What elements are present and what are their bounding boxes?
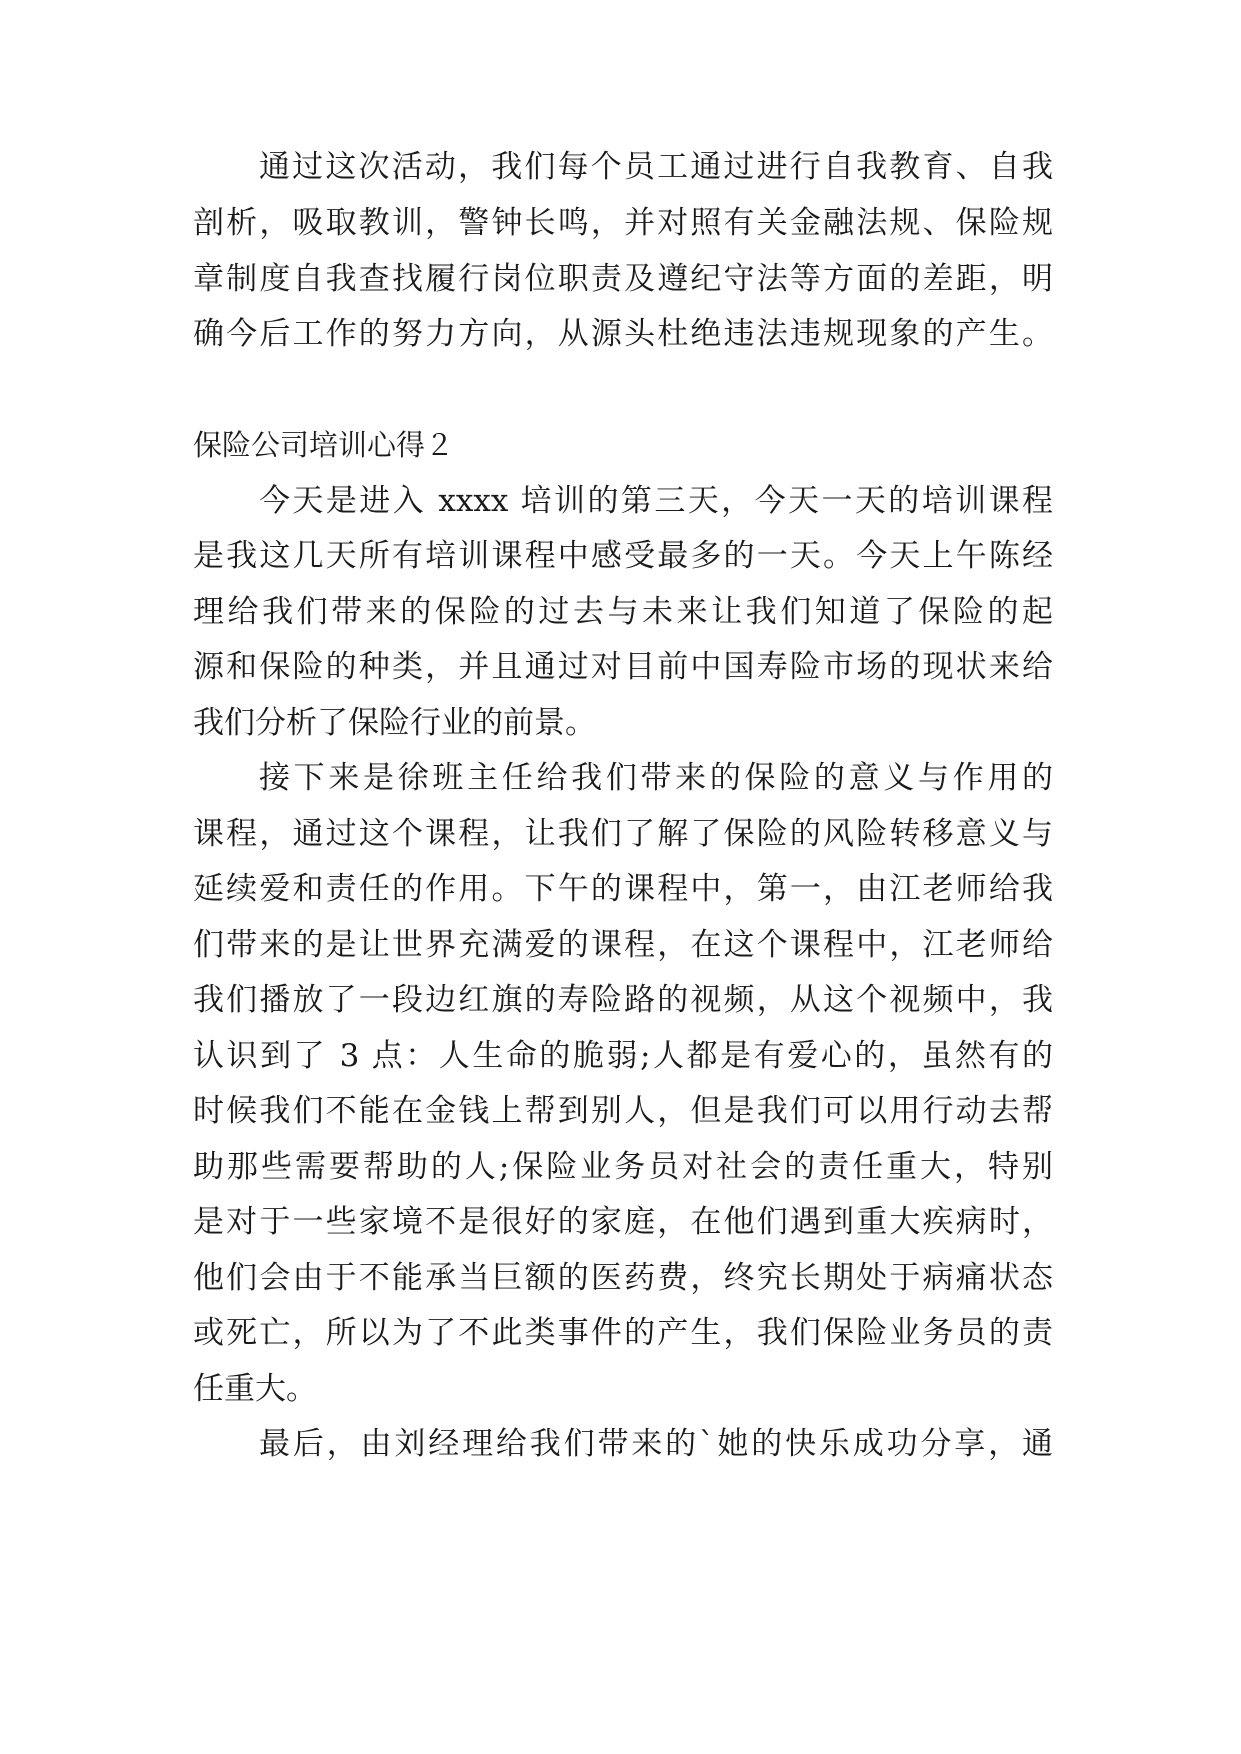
paragraph2-line-4: 源和保险的种类，并且通过对目前中国寿险市场的现状来给 bbox=[193, 649, 1053, 685]
paragraph3-line-11: 或死亡，所以为了不此类事件的产生，我们保险业务员的责 bbox=[193, 1315, 1053, 1351]
paragraph1-line-1: 通过这次活动，我们每个员工通过进行自我教育、自我 bbox=[259, 149, 1053, 185]
paragraph2-line-5: 我们分析了保险行业的前景。 bbox=[193, 705, 596, 741]
paragraph3-line-6: 认识到了 3 点：人生命的脆弱;人都是有爱心的，虽然有的 bbox=[193, 1038, 1053, 1074]
paragraph3-line-12: 任重大。 bbox=[193, 1371, 317, 1407]
paragraph3-line-8: 助那些需要帮助的人;保险业务员对社会的责任重大，特别 bbox=[193, 1149, 1053, 1185]
paragraph3-line-3: 延续爱和责任的作用。下午的课程中，第一，由江老师给我 bbox=[193, 871, 1053, 907]
paragraph3-line-7: 时候我们不能在金钱上帮到别人，但是我们可以用行动去帮 bbox=[193, 1093, 1053, 1129]
paragraph4-line-1: 最后，由刘经理给我们带来的`她的快乐成功分享，通 bbox=[259, 1426, 1053, 1462]
paragraph1-line-3: 章制度自我查找履行岗位职责及遵纪守法等方面的差距，明 bbox=[193, 261, 1053, 297]
section-title: 保险公司培训心得２ bbox=[193, 428, 455, 462]
paragraph2-line-3: 理给我们带来的保险的过去与未来让我们知道了保险的起 bbox=[193, 594, 1053, 630]
paragraph3-line-2: 课程，通过这个课程，让我们了解了保险的风险转移意义与 bbox=[193, 816, 1053, 852]
paragraph3-line-9: 是对于一些家境不是很好的家庭，在他们遇到重大疾病时， bbox=[193, 1204, 1053, 1240]
paragraph3-line-10: 他们会由于不能承当巨额的医药费，终究长期处于病痛状态 bbox=[193, 1260, 1053, 1296]
paragraph2-line-1: 今天是进入 xxxx 培训的第三天，今天一天的培训课程 bbox=[259, 483, 1053, 519]
paragraph3-line-5: 我们播放了一段边红旗的寿险路的视频，从这个视频中，我 bbox=[193, 982, 1053, 1018]
paragraph3-line-4: 们带来的是让世界充满爱的课程，在这个课程中，江老师给 bbox=[193, 927, 1053, 963]
paragraph1-line-4: 确今后工作的努力方向，从源头杜绝违法违规现象的产生。 bbox=[193, 316, 1053, 352]
paragraph3-line-1: 接下来是徐班主任给我们带来的保险的意义与作用的 bbox=[259, 760, 1053, 796]
paragraph1-line-2: 剖析，吸取教训，警钟长鸣，并对照有关金融法规、保险规 bbox=[193, 205, 1053, 241]
paragraph2-line-2: 是我这几天所有培训课程中感受最多的一天。今天上午陈经 bbox=[193, 538, 1053, 574]
